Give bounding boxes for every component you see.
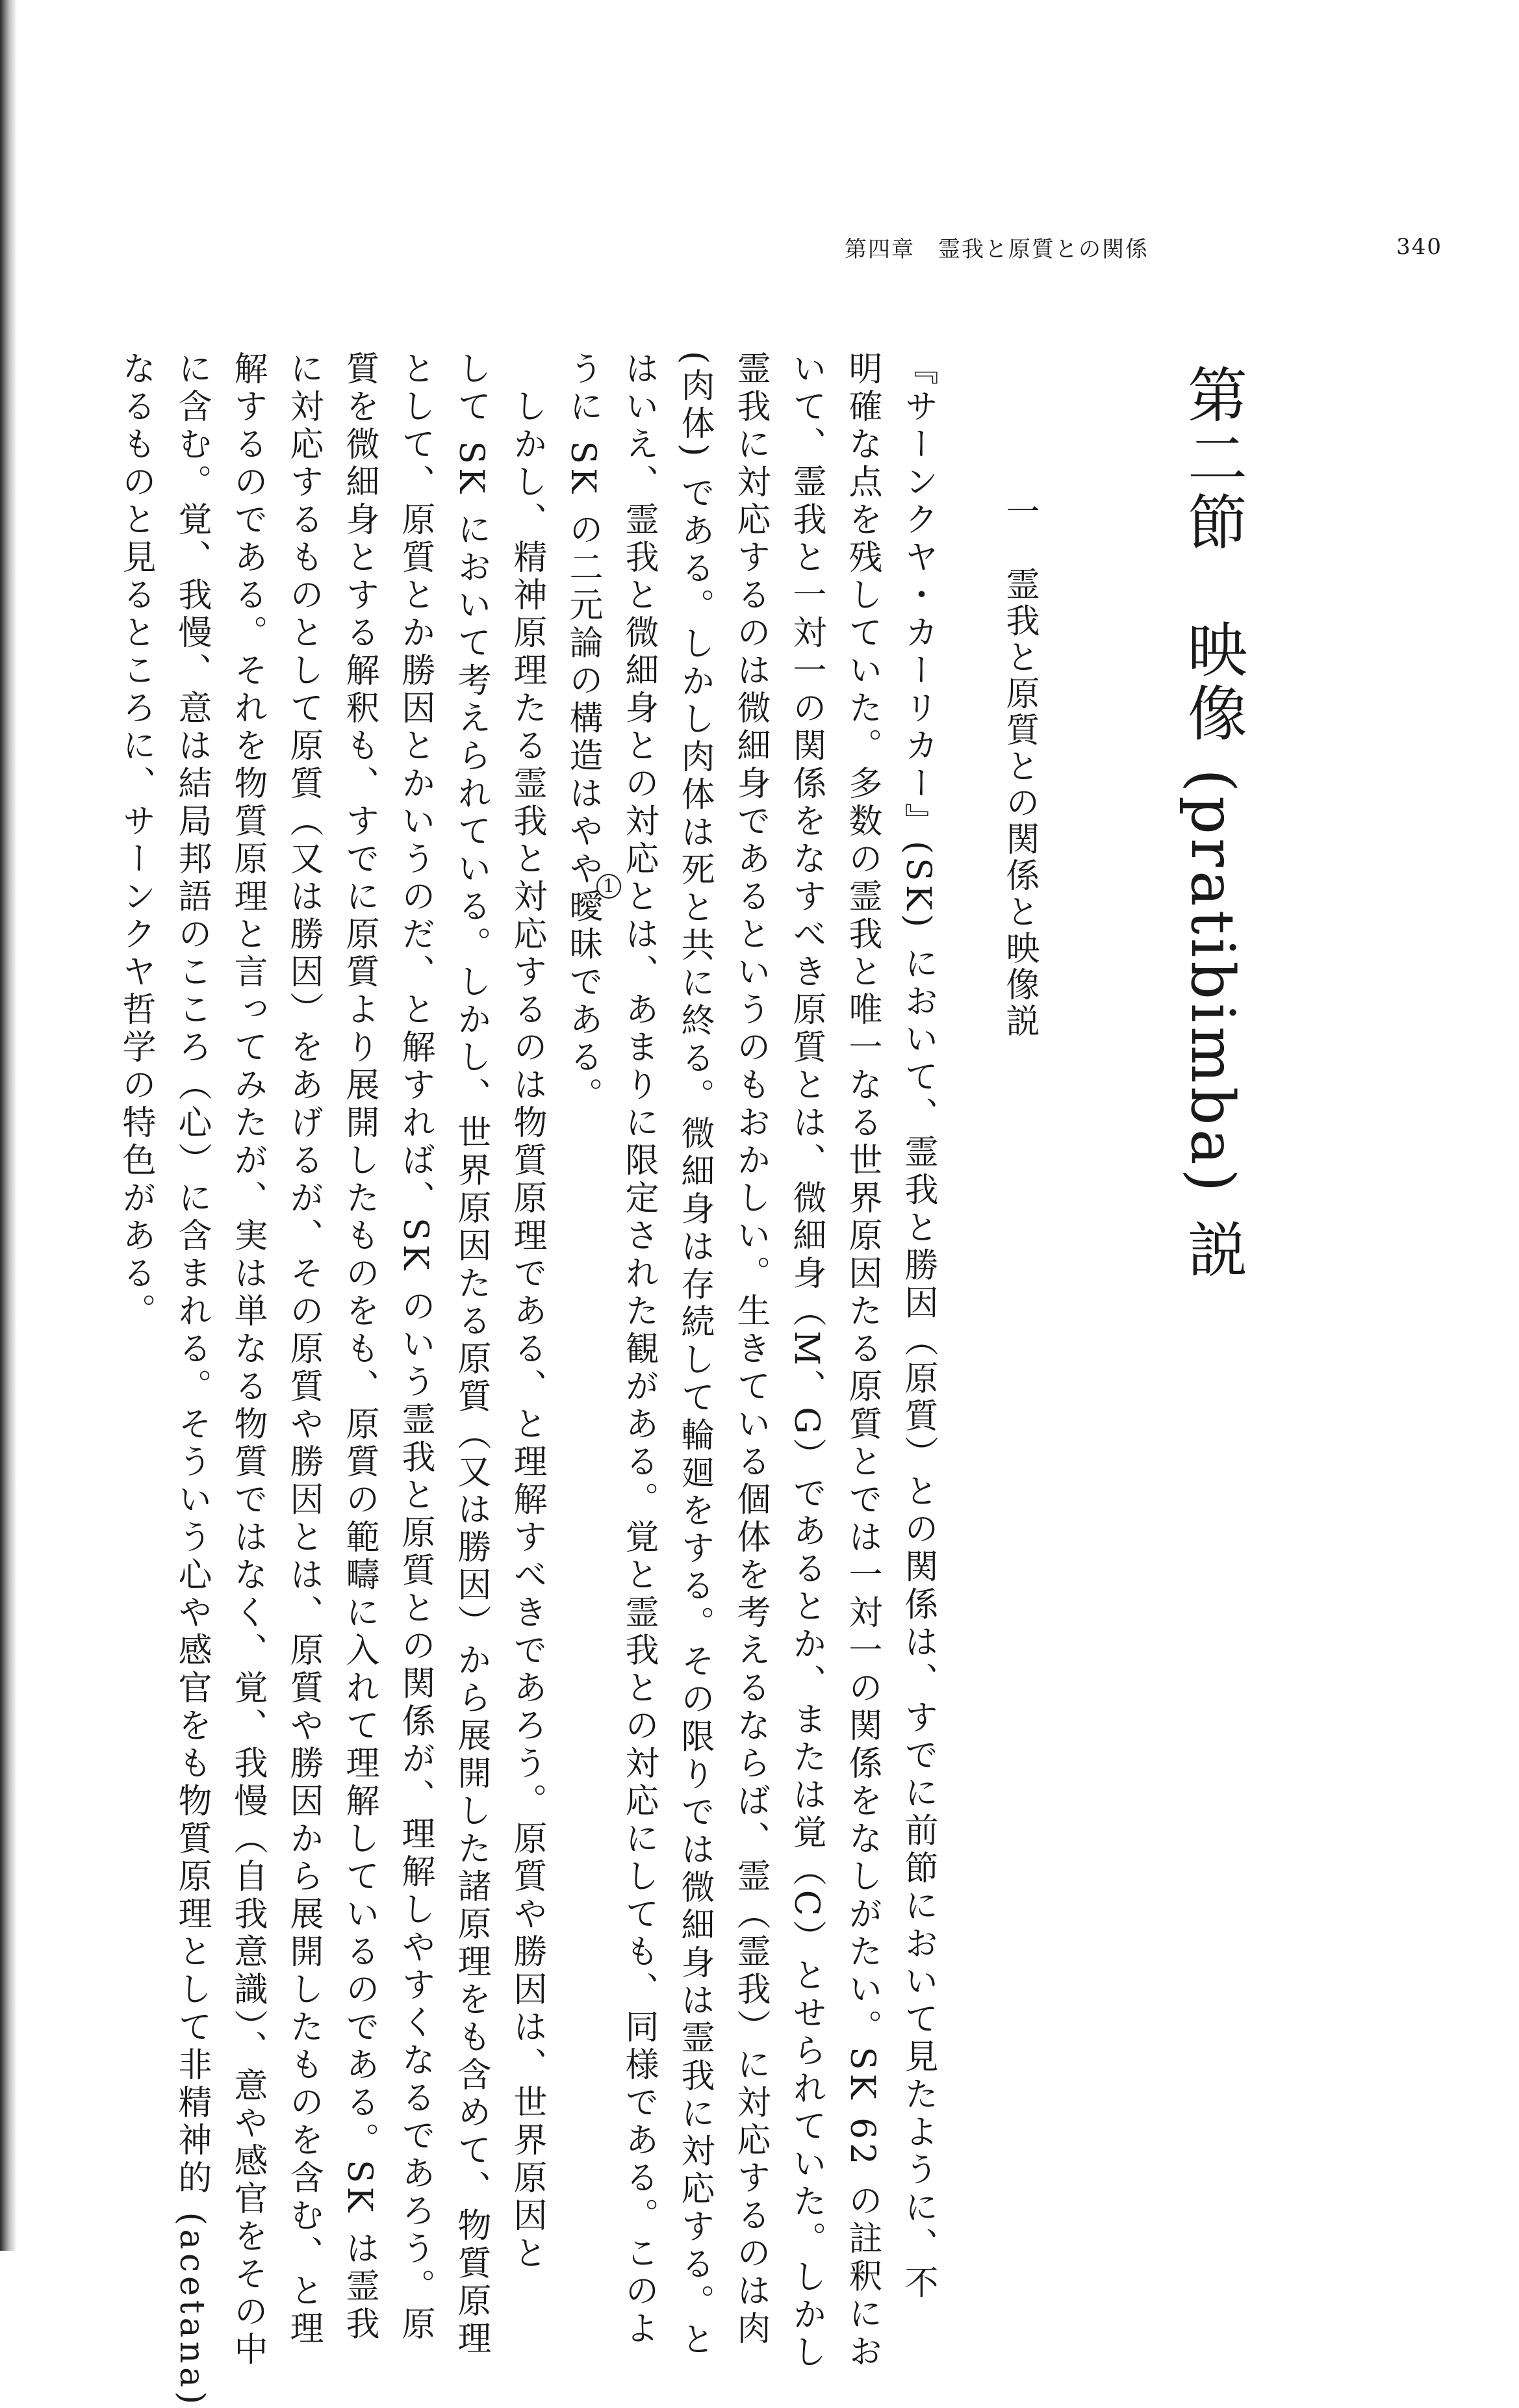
body-line: 質を微細身とする解釈も、すでに原質より展開したものをも、原質の範疇に入れて理解しているのである。SK は霊我 <box>340 351 379 2344</box>
body-line: に対応するものとして原質（又は勝因）をあげるが、その原質や勝因とは、原質や勝因から展開したものを含む、と理 <box>284 351 323 2348</box>
body-line: して SK において考えられている。しかし、世界原因たる原質（又は勝因）から展開した諸原理をも含めて、物質原理 <box>452 351 491 2359</box>
body-line: (肉体) である。しかし肉体は死と共に終る。微細身は存続して輪廻をする。その限りでは微細身は霊我に対応する。と <box>675 351 714 2360</box>
body-line: 解するのである。それを物質原理と言ってみたが、実は単なる物質ではなく、覚、我慢（自我意識）、意や感官をその中 <box>228 351 267 2369</box>
body-line: 『サーンクヤ・カーリカー』(SK) において、霊我と勝因（原質）との関係は、すでに前節において見たように、不 <box>899 351 938 2303</box>
body-line: うに SK の二元論の構造はやや曖昧である。 <box>563 351 602 1115</box>
footnote-mark: 1 <box>596 874 621 899</box>
subsection-title: 一 霊我と原質との関係と映像説 <box>1000 494 1039 1040</box>
scan-edge-shadow <box>0 0 17 2251</box>
body-line: はいえ、霊我と微細身との対応とは、あまりに限定された観がある。覚と霊我との対応にしても、同様である。このよ <box>619 351 658 2348</box>
running-header-chapter: 第四章 霊我と原質との関係 <box>845 236 1149 263</box>
chapter-section-title: 第二節 映像 (pratibimba) 説 <box>1178 364 1247 1283</box>
body-line: しかし、精神原理たる霊我と対応するのは物質原理である、と理解すべきであろう。原質や勝因は、世界原因と <box>507 351 546 2273</box>
body-line: に含む。覚、我慢、意は結局邦語のこころ（心）に含まれる。そういう心や感官をも物質原理として非精神的 (acetana) <box>172 351 211 2408</box>
body-line: いて、霊我と一対一の関係をなすべき原質とは、微細身（M、G）であるとか、または覚（C）とせられていた。しかし <box>787 351 826 2372</box>
page-number: 340 <box>1396 234 1442 260</box>
running-header <box>845 227 1442 266</box>
body-line: なるものと見るところに、サーンクヤ哲学の特色がある。 <box>116 351 155 1331</box>
body-line: 明確な点を残していた。多数の霊我と唯一なる世界原因たる原質とでは一対一の関係をなしがたい。SK 62 の註釈にお <box>843 351 882 2372</box>
body-line: 霊我に対応するのは微細身であるというのもおかしい。生きている個体を考えるならば、霊（霊我）に対応するのは肉 <box>731 351 770 2348</box>
body-line: として、原質とか勝因とかいうのだ、と解すれば、SK のいう霊我と原質との関係が、理解しやすくなるであろう。原 <box>396 351 435 2344</box>
